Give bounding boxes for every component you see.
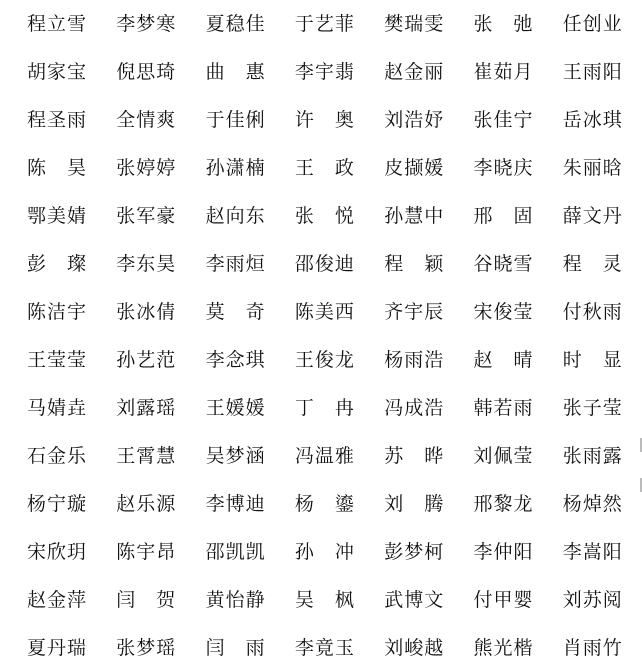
name-row (27, 384, 627, 432)
name-cell: 杨 鎏 (294, 493, 354, 515)
name-row (27, 432, 627, 480)
name-cell: 全情爽 (116, 109, 177, 131)
name-cell: 于佳俐 (205, 109, 266, 131)
name-row (27, 336, 627, 384)
name-cell: 彭梦柯 (384, 541, 445, 563)
name-cell: 刘浩妤 (384, 109, 445, 131)
name-cell: 李东昊 (116, 253, 177, 275)
name-cell: 马婧垚 (27, 397, 88, 419)
name-list-grid (27, 0, 627, 672)
name-cell: 张梦瑶 (116, 637, 177, 659)
name-cell: 刘 腾 (384, 493, 444, 515)
name-cell: 杨雨浩 (384, 349, 445, 371)
name-cell: 胡家宝 (27, 61, 88, 83)
name-cell: 陈 昊 (27, 157, 87, 179)
name-cell: 陈美西 (294, 301, 355, 323)
name-cell: 鄂美婧 (27, 205, 88, 227)
name-cell: 谷晓雪 (473, 253, 534, 275)
name-cell: 李嵩阳 (562, 541, 623, 563)
name-cell: 李竟玉 (294, 637, 355, 659)
name-row (27, 480, 627, 528)
name-cell: 夏丹瑞 (27, 637, 88, 659)
name-cell: 张军豪 (116, 205, 177, 227)
name-cell: 倪思琦 (116, 61, 177, 83)
name-cell: 冯成浩 (384, 397, 445, 419)
name-cell: 岳冰琪 (562, 109, 623, 131)
name-row (27, 96, 627, 144)
name-cell: 肖雨竹 (562, 637, 623, 659)
name-row (27, 0, 627, 48)
name-cell: 张冰倩 (116, 301, 177, 323)
name-cell: 张雨露 (562, 445, 623, 467)
name-cell: 赵乐源 (116, 493, 177, 515)
name-cell: 张子莹 (562, 397, 623, 419)
name-cell: 朱丽晗 (562, 157, 623, 179)
name-cell: 张 弛 (473, 13, 533, 35)
name-cell: 陈洁宇 (27, 301, 88, 323)
name-cell: 薛文丹 (562, 205, 623, 227)
name-cell: 刘佩莹 (473, 445, 534, 467)
name-cell: 陈宇昂 (116, 541, 177, 563)
name-cell: 刘露瑶 (116, 397, 177, 419)
name-cell: 王 政 (294, 157, 354, 179)
name-cell: 王媛媛 (205, 397, 266, 419)
name-cell: 齐宇辰 (384, 301, 445, 323)
name-cell: 皮撷媛 (384, 157, 445, 179)
name-cell: 程 灵 (562, 253, 622, 275)
name-cell: 杨宁璇 (27, 493, 88, 515)
name-cell: 王雨阳 (562, 61, 623, 83)
name-cell: 赵金萍 (27, 589, 88, 611)
name-cell: 程立雪 (27, 13, 88, 35)
name-cell: 曲 惠 (205, 61, 265, 83)
name-cell: 邢黎龙 (473, 493, 534, 515)
name-cell: 李念琪 (205, 349, 266, 371)
name-cell: 邵凯凯 (205, 541, 266, 563)
name-cell: 彭 璨 (27, 253, 87, 275)
name-cell: 付甲婴 (473, 589, 534, 611)
name-row (27, 48, 627, 96)
name-cell: 闫 贺 (116, 589, 176, 611)
name-cell: 李雨烜 (205, 253, 266, 275)
name-cell: 孙艺范 (116, 349, 177, 371)
name-cell: 孙 冲 (294, 541, 354, 563)
name-cell: 丁 冉 (294, 397, 354, 419)
name-cell: 李梦寒 (116, 13, 177, 35)
name-cell: 宋俊莹 (473, 301, 534, 323)
name-cell: 赵向东 (205, 205, 266, 227)
name-cell: 刘峻越 (384, 637, 445, 659)
name-cell: 张 悦 (294, 205, 354, 227)
name-cell: 崔茹月 (473, 61, 534, 83)
name-cell: 王俊龙 (294, 349, 355, 371)
name-cell: 许 奥 (294, 109, 354, 131)
name-cell: 张婷婷 (116, 157, 177, 179)
name-cell: 张佳宁 (473, 109, 534, 131)
name-cell: 熊光楷 (473, 637, 534, 659)
name-cell: 邵俊迪 (294, 253, 355, 275)
name-cell: 李宇翡 (294, 61, 355, 83)
name-cell: 邢 固 (473, 205, 533, 227)
name-cell: 赵金丽 (384, 61, 445, 83)
name-cell: 程 颖 (384, 253, 444, 275)
name-cell: 李仲阳 (473, 541, 534, 563)
name-cell: 冯温雅 (294, 445, 355, 467)
name-cell: 赵 晴 (473, 349, 533, 371)
name-cell: 韩若雨 (473, 397, 534, 419)
name-cell: 苏 晔 (384, 445, 444, 467)
name-cell: 吴梦涵 (205, 445, 266, 467)
name-cell: 时 显 (562, 349, 622, 371)
name-row (27, 288, 627, 336)
name-cell: 石金乐 (27, 445, 88, 467)
name-cell: 李博迪 (205, 493, 266, 515)
name-cell: 程圣雨 (27, 109, 88, 131)
name-cell: 黄怡静 (205, 589, 266, 611)
name-row (27, 528, 627, 576)
name-cell: 于艺菲 (294, 13, 355, 35)
name-row (27, 576, 627, 624)
name-cell: 孙慧中 (384, 205, 445, 227)
name-cell: 刘苏阅 (562, 589, 623, 611)
name-cell: 闫 雨 (205, 637, 265, 659)
name-cell: 武博文 (384, 589, 445, 611)
name-cell: 夏稳佳 (205, 13, 266, 35)
name-row (27, 240, 627, 288)
name-cell: 樊瑞雯 (384, 13, 445, 35)
name-cell: 李晓庆 (473, 157, 534, 179)
name-cell: 付秋雨 (562, 301, 623, 323)
name-cell: 杨焯然 (562, 493, 623, 515)
name-row (27, 144, 627, 192)
name-cell: 宋欣玥 (27, 541, 88, 563)
name-row (27, 192, 627, 240)
name-cell: 王霄慧 (116, 445, 177, 467)
name-cell: 莫 奇 (205, 301, 265, 323)
name-cell: 任创业 (562, 13, 623, 35)
name-row (27, 624, 627, 672)
name-cell: 孙潇楠 (205, 157, 266, 179)
name-cell: 王莹莹 (27, 349, 88, 371)
name-cell: 吴 枫 (294, 589, 354, 611)
